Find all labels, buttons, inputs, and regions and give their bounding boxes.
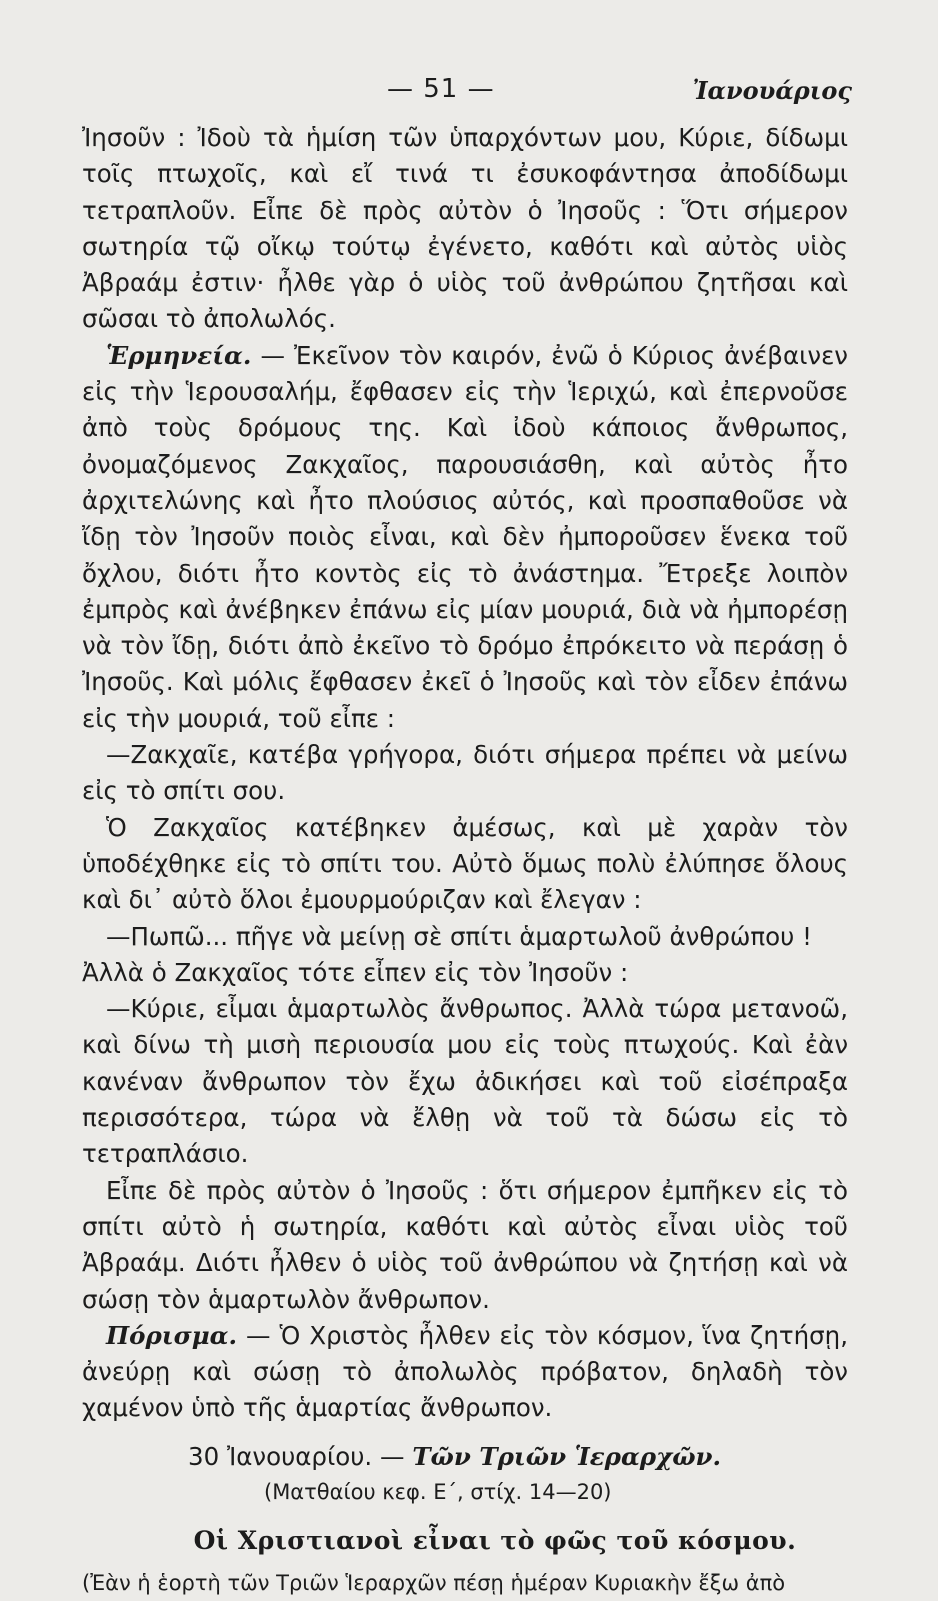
feast-date: 30 Ἰανουαρίου. — [188, 1441, 405, 1471]
section-heading: Οἱ Χριστιανοὶ εἶναι τὸ φῶς τοῦ κόσμου. [193, 1525, 797, 1555]
running-head [82, 70, 852, 110]
paragraph-dialogue: —Κύριε, εἶμαι ἁμαρτωλὸς ἄνθρωπος. Ἀλλὰ τώρα μετανοῶ, καὶ δίνω τὴ μισὴ περιουσία μου εἰς τοὺς πτωχούς. Καὶ ἐὰν κανέναν ἄνθρωπον τὸν ἔχω ἀδικήσει καὶ τοῦ εἰσέπραξα περισσότερα, τώρα νὰ ἔλθῃ νὰ τοῦ τὰ δώσω εἰς τὸ τετραπλάσιο. [82, 994, 848, 1169]
paragraph-narrative: Ἀλλὰ ὁ Ζακχαῖος τότε εἶπεν εἰς τὸν Ἰησοῦν : [82, 957, 629, 987]
month-heading: Ἰανουάριος [692, 76, 852, 105]
feast-date-line [82, 1439, 848, 1475]
paragraph-gospel-end: Ἰησοῦν : Ἰδοὺ τὰ ἡμίση τῶν ὑπαρχόντων μου, Κύριε, δίδωμι τοῖς πτωχοῖς, καὶ εἴ τινά τι ἐσυκοφάντησα ἀποδίδωμι τετραπλοῦν. Εἶπε δὲ πρὸς αὐτὸν ὁ Ἰησοῦς : Ὅτι σήμερον σωτηρία τῷ οἴκῳ τούτῳ ἐγένετο, καθότι καὶ αὐτὸς υἱὸς Ἀβραάμ ἐστιν· ἦλθε γὰρ ὁ υἱὸς τοῦ ἀνθρώπου ζητῆσαι καὶ σῶσαι τὸ ἀπολωλός. [82, 123, 848, 334]
paragraph-corollary: Πόρισμα. — Ὁ Χριστὸς ἦλθεν εἰς τὸν κόσμον, ἵνα ζητήσῃ, ἀνεύρῃ καὶ σώσῃ τὸ ἀπολωλὸς πρόβατον, δηλαδὴ τὸν χαμένον ὑπὸ τῆς ἁμαρτίας ἄνθρωπον. [82, 1320, 848, 1423]
main-text [82, 120, 848, 1427]
scripture-reference: (Ματθαίου κεφ. Ε΄, στίχ. 14—20) [264, 1479, 612, 1504]
page-number: — 51 — [387, 74, 495, 104]
paragraph-dialogue: —Πωπῶ... πῆγε νὰ μείνῃ σὲ σπίτι ἁμαρτωλοῦ ἀνθρώπου ! [106, 921, 812, 951]
paragraph-interpretation: Ἑρμηνεία. — Ἐκεῖνον τὸν καιρόν, ἐνῶ ὁ Κύριος ἀνέβαινεν εἰς τὴν Ἱερουσαλήμ, ἔφθασεν εἰς τὴν Ἱεριχώ, καὶ ἐπερνοῦσε ἀπὸ τοὺς δρόμους της. Καὶ ἰδοὺ κάποιος ἄνθρωπος, ὀνομαζόμενος Ζακχαῖος, παρουσιάσθη, καὶ αὐτὸς ἦτο ἀρχιτελώνης καὶ ἦτο πλούσιος αὐτός, καὶ προσπαθοῦσε νὰ ἴδῃ τὸν Ἰησοῦν ποιὸς εἶναι, καὶ δὲν ἠμποροῦσεν ἕνεκα τοῦ ὄχλου, διότι ἦτο κοντὸς εἰς τὸ ἀνάστημα. Ἔτρεξε λοιπὸν ἐμπρὸς καὶ ἀνέβηκεν ἐπάνω εἰς μίαν μουριά, διὰ νὰ ἠμπορέσῃ νὰ τὸν ἴδῃ, διότι ἀπὸ ἐκεῖνο τὸ δρόμο ἐπρόκειτο νὰ περάσῃ ὁ Ἰησοῦς. Καὶ μόλις ἔφθασεν ἐκεῖ ὁ Ἰησοῦς καὶ τὸν εἶδεν ἐπάνω εἰς τὴν μουριά, τοῦ εἶπε : [82, 340, 848, 733]
corollary-label: Πόρισμα. [106, 1320, 238, 1350]
paragraph-dialogue: —Ζακχαῖε, κατέβα γρήγορα, διότι σήμερα πρέπει νὰ μείνω εἰς τὸ σπίτι σου. [82, 740, 848, 806]
interpretation-label: Ἑρμηνεία. [106, 340, 252, 370]
feast-name: Τῶν Τριῶν Ἱεραρχῶν. [412, 1441, 722, 1471]
note-line: (Ἐὰν ἡ ἑορτὴ τῶν Τριῶν Ἱεραρχῶν πέσῃ ἡμέραν Κυριακὴν ἔξω ἀπὸ [82, 1570, 786, 1595]
paragraph-narrative: Ὁ Ζακχαῖος κατέβηκεν ἀμέσως, καὶ μὲ χαρὰν τὸν ὑποδέχθηκε εἰς τὸ σπίτι του. Αὐτὸ ὅμως πολὺ ἐλύπησε ὅλους καὶ δι᾽ αὐτὸ ὅλοι ἐμουρμούριζαν καὶ ἔλεγαν : [82, 812, 848, 915]
paragraph-narrative: Εἶπε δὲ πρὸς αὐτὸν ὁ Ἰησοῦς : ὅτι σήμερον ἐμπῆκεν εἰς τὸ σπίτι αὐτὸ ἡ σωτηρία, καθότι καὶ αὐτὸς εἶναι υἱὸς τοῦ Ἀβραάμ. Διότι ἦλθεν ὁ υἱὸς τοῦ ἀνθρώπου νὰ ζητήσῃ καὶ νὰ σώσῃ τὸν ἁμαρτωλὸν ἄνθρωπον. [82, 1175, 848, 1314]
